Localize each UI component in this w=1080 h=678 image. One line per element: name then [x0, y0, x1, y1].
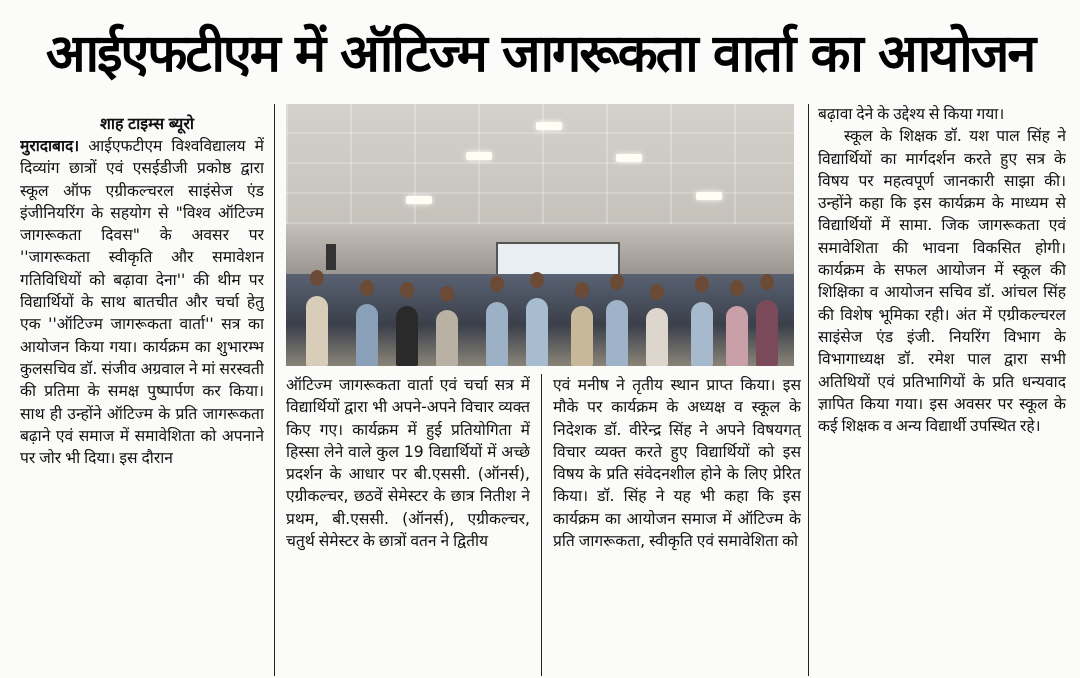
person: [606, 300, 628, 366]
wall-speaker: [326, 244, 336, 270]
person: [436, 310, 458, 366]
person: [356, 304, 378, 366]
column-rule-2: [541, 374, 542, 676]
person: [726, 306, 748, 366]
article-column-4: [818, 103, 1066, 675]
headline: आईएफटीएम में ऑटिज्म जागरूकता वार्ता का आयोजन: [45, 23, 1035, 84]
person-head: [490, 276, 504, 292]
person-head: [650, 284, 664, 300]
person-head: [575, 282, 589, 298]
person: [691, 302, 713, 366]
lead-text: आईएफटीएम विश्वविद्यालय में दिव्यांग छात्रों एवं एसईडीजी प्रकोष्ठ द्वारा स्कूल ऑफ एग्रीकल्चरल साइंसेज एंड इंजीनियरिंग के सहयोग से "विश्व ऑटिज्म जागरूकता दिवस" के अवसर पर ''जागरूकता स्वीकृति और समावेशन गतिविधियों को बढ़ावा देना'' की थीम पर विद्यार्थियों के साथ बातचीत और चर्चा हेतु एक ''ऑटिज्म जागरूकता वार्ता'' सत्र का आयोजन किया गया। कार्यक्रम का शुभारम्भ कुलसचिव डॉ. संजीव अग्रवाल ने मां सरस्वती की प्रतिमा के समक्ष पुष्पार्पण कर किया। साथ ही उन्होंने ऑटिज्म के प्रति जागरूकता बढ़ाने एवं समाज में समावेशिता को अपनाने पर जोर भी दिया। इस दौरान: [20, 137, 264, 468]
person: [486, 302, 508, 366]
person-head: [360, 280, 374, 296]
person-head: [400, 282, 414, 298]
column-rule-1: [274, 104, 275, 676]
article-column-2: [286, 374, 530, 674]
person-head: [760, 274, 774, 290]
person: [526, 298, 548, 366]
dateline: मुरादाबाद।: [20, 137, 80, 155]
person-head: [310, 270, 324, 286]
ceiling-light: [616, 154, 642, 162]
ceiling-light: [406, 196, 432, 204]
event-photo: [286, 104, 794, 366]
person-head: [730, 280, 744, 296]
person: [646, 308, 668, 366]
paragraph: बढ़ावा देने के उद्देश्य से किया गया।: [818, 105, 1005, 123]
article-column-1: [20, 113, 264, 675]
person: [306, 296, 328, 366]
paragraph: स्कूल के शिक्षक डॉ. यश पाल सिंह ने विद्यार्थियों का मार्गदर्शन करते हुए सत्र के विषय पर महत्वपूर्ण जानकारी साझा की। उन्होंने कहा कि इस कार्यक्रम के माध्यम से विद्यार्थियों में सामा. जिक जागरूकता एवं समावेशिता की भावना विकसित होगी। कार्यक्रम के सफल आयोजन में स्कूल की शिक्षिका व आयोजन सचिव डॉ. आंचल सिंह की विशेष भूमिका रही। अंत में एग्रीकल्चरल साइंसेज एंड इंजी. नियरिंग विभाग के विभागाध्यक्ष डॉ. रमेश पाल द्वारा सभी अतिथियों एवं प्रतिभागियों के प्रति धन्यवाद ज्ञापित किया गया। इस अवसर पर स्कूल के कई शिक्षक व अन्य विद्यार्थी उपस्थित रहे।: [818, 127, 1066, 436]
paragraph: एवं मनीष ने तृतीय स्थान प्राप्त किया। इस मौके पर कार्यक्रम के अध्यक्ष व स्कूल के निदेशक डॉ. वीरेन्द्र सिंह ने अपने विषयगत् विचार व्यक्त करते हुए विद्यार्थियों को इस विषय के प्रति संवेदनशील होने के लिए प्रेरित किया। डॉ. सिंह ने यह भी कहा कि इस कार्यक्रम का आयोजन समाज में ऑटिज्म के प्रति जागरूकता, स्वीकृति एवं समावेशिता को: [553, 376, 801, 551]
column-rule-3: [808, 104, 809, 676]
ceiling-light: [536, 122, 562, 130]
ceiling-light: [696, 192, 722, 200]
person-head: [440, 286, 454, 302]
person-head: [610, 274, 624, 290]
person: [396, 306, 418, 366]
lead-paragraph: [20, 135, 264, 469]
person-head: [695, 276, 709, 292]
ceiling-light: [466, 152, 492, 160]
byline: शाह टाइम्स ब्यूरो: [99, 114, 195, 133]
paragraph: ऑटिज्म जागरूकता वार्ता एवं चर्चा सत्र में विद्यार्थियों द्वारा भी अपने-अपने विचार व्यक्त किए गए। कार्यक्रम में हुई प्रतियोगिता में हिस्सा लेने वाले कुल 19 विद्यार्थियों में अच्छे प्रदर्शन के आधार पर बी.एससी. (ऑनर्स), एग्रीकल्चर, छठवें सेमेस्टर के छात्र नितीश ने प्रथम, बी.एससी. (ऑनर्स), एग्रीकल्चर, चतुर्थ सेमेस्टर के छात्रों वतन ने द्वितीय: [286, 376, 530, 551]
person-head: [530, 272, 544, 288]
article-column-3: [553, 374, 801, 674]
person: [756, 300, 778, 366]
person: [571, 306, 593, 366]
